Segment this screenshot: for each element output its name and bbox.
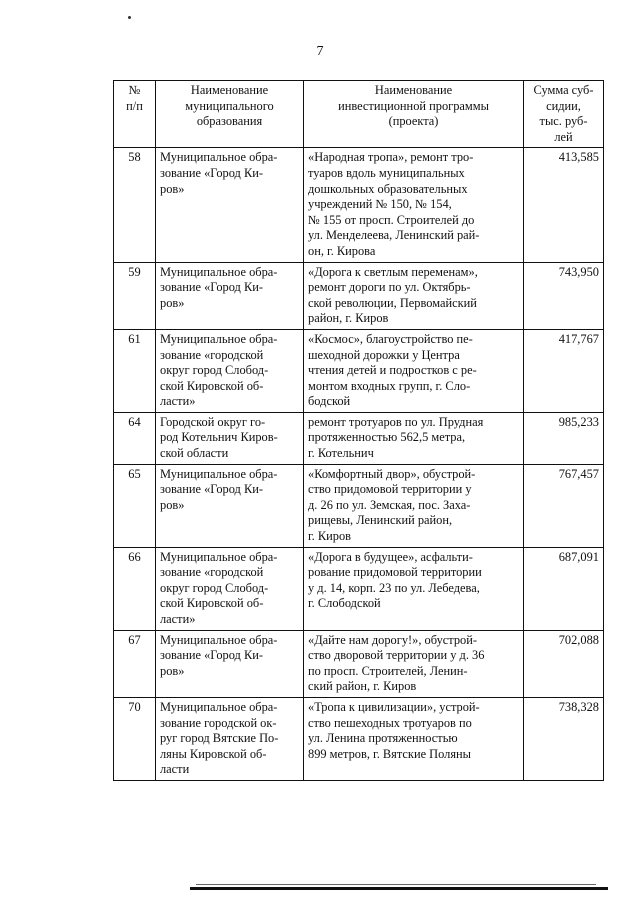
header-num: № п/п: [114, 81, 156, 148]
table-row: [114, 547, 604, 630]
cell-program: «Комфортный двор», обустрой- ство придомовой территории у д. 26 по ул. Земская, пос. Заха- рищевы, Ленинский район, г. Киров: [304, 464, 524, 547]
header-sum: Сумма суб- сидии, тыс. руб- лей: [524, 81, 604, 148]
cell-municipality: Городской округ го- род Котельнич Киров- ской области: [156, 412, 304, 464]
table-row: [114, 148, 604, 262]
header-municipality: Наименование муниципального образования: [156, 81, 304, 148]
table-row: [114, 630, 604, 697]
footer-rule: [190, 887, 608, 890]
footer-thin-line: [196, 884, 596, 885]
page-speck: [128, 16, 131, 19]
cell-sum: 702,088: [524, 630, 604, 697]
cell-municipality: Муниципальное обра- зование «городской округ город Слобод- ской Кировской об- ласти»: [156, 329, 304, 412]
page-number: 7: [316, 44, 324, 59]
table-body: [114, 148, 604, 781]
cell-num: 65: [114, 464, 156, 547]
cell-num: 58: [114, 148, 156, 262]
table-header-row: [114, 81, 604, 148]
cell-num: 61: [114, 329, 156, 412]
cell-sum: 767,457: [524, 464, 604, 547]
cell-num: 66: [114, 547, 156, 630]
cell-sum: 743,950: [524, 262, 604, 329]
cell-sum: 985,233: [524, 412, 604, 464]
cell-num: 70: [114, 697, 156, 780]
table-row: [114, 697, 604, 780]
cell-program: «Космос», благоустройство пе- шеходной дорожки у Центра чтения детей и подростков с ре- монтом входных групп, г. Сло- бодской: [304, 329, 524, 412]
cell-program: «Дайте нам дорогу!», обустрой- ство дворовой территории у д. 36 по просп. Строителей, Ленин- ский район, г. Киров: [304, 630, 524, 697]
table-row: [114, 329, 604, 412]
cell-municipality: Муниципальное обра- зование «городской округ город Слобод- ской Кировской об- ласти»: [156, 547, 304, 630]
cell-num: 64: [114, 412, 156, 464]
cell-sum: 413,585: [524, 148, 604, 262]
cell-program: «Народная тропа», ремонт тро- туаров вдоль муниципальных дошкольных образовательных учреждений № 150, № 154, № 155 от просп. Строителей до ул. Менделеева, Ленинский рай- он, г. Кирова: [304, 148, 524, 262]
table-row: [114, 464, 604, 547]
cell-program: «Дорога в будущее», асфальти- рование придомовой территории у д. 14, корп. 23 по ул. Лебедева, г. Слободской: [304, 547, 524, 630]
cell-program: «Дорога к светлым переменам», ремонт дороги по ул. Октябрь- ской революции, Первомайский район, г. Киров: [304, 262, 524, 329]
subsidy-table: [113, 80, 604, 781]
cell-municipality: Муниципальное обра- зование «Город Ки- ров»: [156, 262, 304, 329]
table-row: [114, 262, 604, 329]
table-row: [114, 412, 604, 464]
cell-program: ремонт тротуаров по ул. Прудная протяженностью 562,5 метра, г. Котельнич: [304, 412, 524, 464]
cell-program: «Тропа к цивилизации», устрой- ство пешеходных тротуаров по ул. Ленина протяженностью 899 метров, г. Вятские Поляны: [304, 697, 524, 780]
cell-municipality: Муниципальное обра- зование «Город Ки- ров»: [156, 464, 304, 547]
cell-sum: 738,328: [524, 697, 604, 780]
cell-num: 59: [114, 262, 156, 329]
cell-municipality: Муниципальное обра- зование «Город Ки- ров»: [156, 630, 304, 697]
cell-sum: 417,767: [524, 329, 604, 412]
cell-sum: 687,091: [524, 547, 604, 630]
header-program: Наименование инвестиционной программы (проекта): [304, 81, 524, 148]
cell-municipality: Муниципальное обра- зование городской ок- руг город Вятские По- ляны Кировской об- ласти: [156, 697, 304, 780]
cell-num: 67: [114, 630, 156, 697]
cell-municipality: Муниципальное обра- зование «Город Ки- ров»: [156, 148, 304, 262]
